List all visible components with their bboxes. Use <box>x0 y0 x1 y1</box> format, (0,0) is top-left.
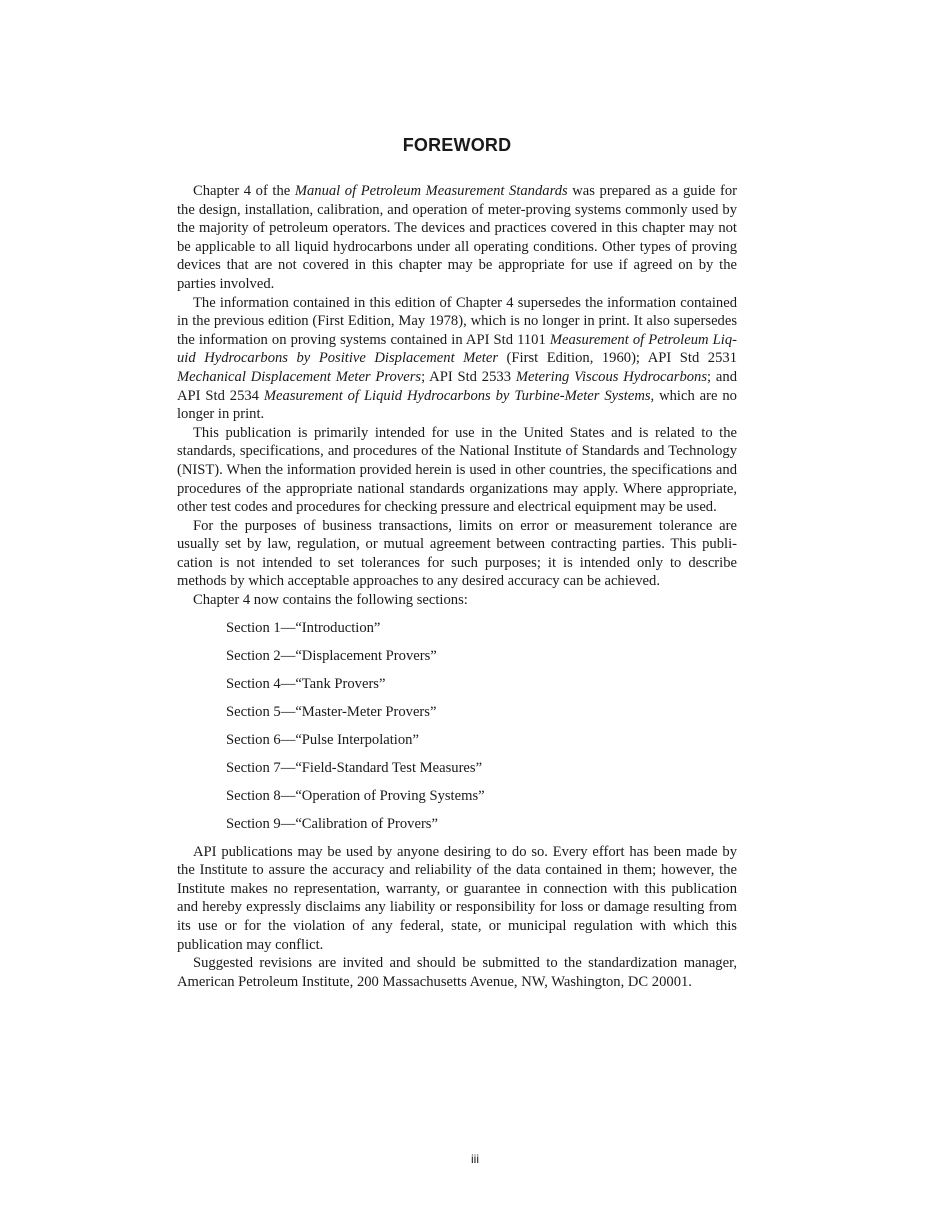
paragraph-revisions: Suggested revisions are invited and should be submitted to the standardization manager, American Petroleum Institute, 200 Massachusetts Avenue, NW, Washington, DC 20001. <box>177 955 737 990</box>
paragraph-nist: This publication is primarily intended for use in the United States and is related to the standards, specifications, and procedures of the National Institute of Standards and Technology (NIST). When the information provided herein is used in other countries, the specifications and procedures of the appropriate national standards organizations may apply. Where appropriate, other test codes and procedures for checking pressure and electrical equipment may be used. <box>177 424 737 516</box>
list-item: Section 5—“Master-Meter Provers” <box>226 703 437 720</box>
list-item: Section 1—“Introduction” <box>226 619 381 636</box>
publication-title: Mechanical Displacement Meter Provers <box>177 368 422 385</box>
list-item: Section 4—“Tank Provers” <box>226 675 386 692</box>
publication-title: Measurement of Petroleum Liquid Hydrocarbons by Positive Displacement Meter <box>177 331 737 367</box>
publication-title: Metering Viscous Hydrocarbons <box>515 368 708 385</box>
page-title: FOREWORD <box>402 135 512 155</box>
paragraph-text: ; and API Std 2534 <box>177 368 737 404</box>
page-number: iii <box>471 1152 479 1166</box>
list-item: Section 2—“Displacement Provers” <box>226 647 437 664</box>
paragraph-intro <box>177 182 737 294</box>
publication-title: Measurement of Liquid Hydrocarbons by Turbine-Meter Systems <box>263 387 651 404</box>
foreword-body <box>177 182 737 991</box>
paragraph-tolerances: For the purposes of business transactions, limits on error or measurement tolerance are usually set by law, regulation, or mutual agreement between contracting parties. This publication is not intended to set tolerances for such purposes; it is intended only to describe methods by which acceptable approaches to any desired accuracy can be achieved. <box>177 517 737 590</box>
paragraph-text: , which are no longer in print. <box>177 387 737 423</box>
publication-title: Manual of Petroleum Measurement Standards <box>294 183 568 199</box>
list-item: Section 9—“Calibration of Provers” <box>226 815 438 832</box>
paragraph-text: Chapter 4 of the <box>193 183 295 199</box>
paragraph-text: ; API Std 2533 <box>421 368 516 385</box>
list-item: Section 7—“Field-Standard Test Measures” <box>226 759 483 776</box>
paragraph-text: was prepared as a guide for the design, installation, calibration, and operation of meter-proving systems commonly used by the majority of petroleum operators. The devices and practices covered in this chapter may not be applicable to all liquid hydrocarbons under all operating conditions. Other types of proving devices that are not covered in this chapter may be appropriate for use if agreed on by the parties involved. <box>177 183 737 292</box>
list-item: Section 8—“Operation of Proving Systems” <box>226 787 485 804</box>
paragraph-sections-intro: Chapter 4 now contains the following sections: <box>193 592 468 609</box>
paragraph-supersedes <box>177 294 737 424</box>
paragraph-text: The information contained in this edition of Chapter 4 supersedes the information contained in the previous edition (First Edition, May 1978), which is no longer in print. It also supersedes the information on proving systems contained in API Std 1101 <box>177 294 737 348</box>
paragraph-usage: API publications may be used by anyone desiring to do so. Every effort has been made by the Institute to assure the accuracy and reliability of the data contained in them; however, the Institute makes no representation, warranty, or guarantee in connection with this publication and hereby expressly disclaims any liability or responsibility for loss or damage resulting from its use or for the violation of any federal, state, or municipal regulation with which this publication may conflict. <box>177 843 737 953</box>
sections-list <box>177 619 737 834</box>
paragraph-text: (First Edition, 1960); API Std 2531 <box>498 350 737 367</box>
list-item: Section 6—“Pulse Interpolation” <box>226 731 419 748</box>
